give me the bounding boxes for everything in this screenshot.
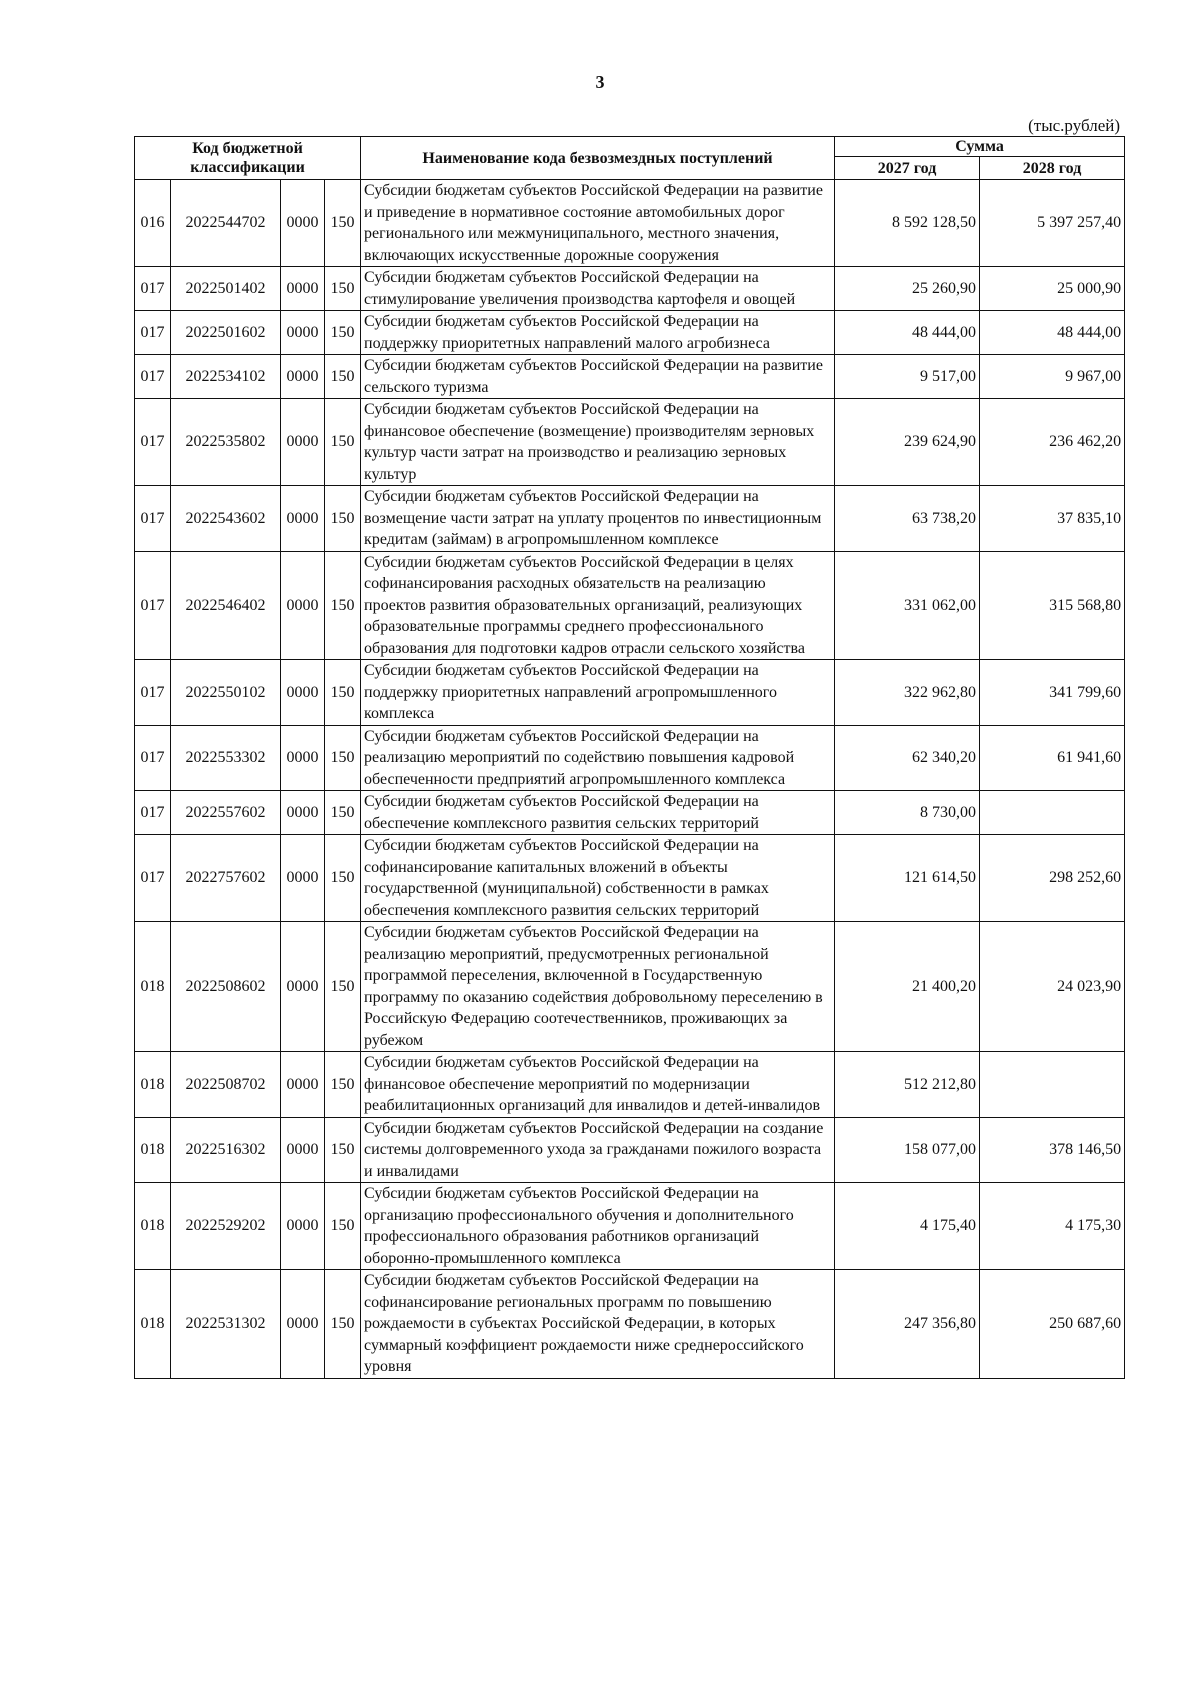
revenue-name-cell: Субсидии бюджетам субъектов Российской Федерации в целях софинансирования расходных обязательств на реализацию проектов развития образовательных организаций, реализующих образовательные программы среднего профессионального образования для подготовки кадров отрасли сельского хозяйства (361, 551, 835, 660)
amount-2028-cell: 298 252,60 (980, 835, 1125, 922)
units-label: (тыс.рублей) (1028, 116, 1120, 135)
table-row (135, 311, 1125, 355)
table-row (135, 1052, 1125, 1118)
ministry-code-cell: 018 (135, 1270, 171, 1379)
kosgu-code-cell: 150 (325, 791, 361, 835)
amount-2027-cell: 62 340,20 (835, 725, 980, 791)
revenue-name-cell: Субсидии бюджетам субъектов Российской Федерации на поддержку приоритетных направлений агропромышленного комплекса (361, 660, 835, 726)
classification-code-cell: 2022501602 (171, 311, 281, 355)
program-code-cell: 0000 (281, 267, 325, 311)
revenue-name-cell: Субсидии бюджетам субъектов Российской Федерации на создание системы долговременного ухода за гражданами пожилого возраста и инвалидами (361, 1117, 835, 1183)
kosgu-code-cell: 150 (325, 835, 361, 922)
revenue-name-cell: Субсидии бюджетам субъектов Российской Федерации на возмещение части затрат на уплату процентов по инвестиционным кредитам (займам) в агропромышленном комплексе (361, 486, 835, 552)
kosgu-code-cell: 150 (325, 1052, 361, 1118)
budget-table (134, 136, 1125, 1379)
revenue-name-cell: Субсидии бюджетам субъектов Российской Федерации на обеспечение комплексного развития сельских территорий (361, 791, 835, 835)
amount-2028-cell: 341 799,60 (980, 660, 1125, 726)
program-code-cell: 0000 (281, 1117, 325, 1183)
table-row (135, 399, 1125, 486)
kosgu-code-cell: 150 (325, 551, 361, 660)
table-row (135, 1270, 1125, 1379)
classification-code-cell: 2022557602 (171, 791, 281, 835)
program-code-cell: 0000 (281, 551, 325, 660)
kosgu-code-cell: 150 (325, 922, 361, 1052)
program-code-cell: 0000 (281, 725, 325, 791)
ministry-code-cell: 017 (135, 835, 171, 922)
table-row (135, 835, 1125, 922)
table-row (135, 660, 1125, 726)
kosgu-code-cell: 150 (325, 355, 361, 399)
classification-code-cell: 2022534102 (171, 355, 281, 399)
sum-column-header: Сумма (835, 137, 1125, 157)
kosgu-code-cell: 150 (325, 180, 361, 267)
table-row (135, 180, 1125, 267)
amount-2027-cell: 247 356,80 (835, 1270, 980, 1379)
amount-2027-cell: 239 624,90 (835, 399, 980, 486)
amount-2028-cell: 378 146,50 (980, 1117, 1125, 1183)
name-column-header: Наименование кода безвозмездных поступлений (361, 137, 835, 180)
classification-code-cell: 2022529202 (171, 1183, 281, 1270)
amount-2027-cell: 322 962,80 (835, 660, 980, 726)
amount-2027-cell: 121 614,50 (835, 835, 980, 922)
program-code-cell: 0000 (281, 791, 325, 835)
amount-2028-cell: 315 568,80 (980, 551, 1125, 660)
ministry-code-cell: 017 (135, 551, 171, 660)
amount-2027-cell: 9 517,00 (835, 355, 980, 399)
program-code-cell: 0000 (281, 1052, 325, 1118)
program-code-cell: 0000 (281, 355, 325, 399)
year-2028-header: 2028 год (980, 157, 1125, 180)
revenue-name-cell: Субсидии бюджетам субъектов Российской Федерации на реализацию мероприятий по содействию повышения кадровой обеспеченности предприятий агропромышленного комплекса (361, 725, 835, 791)
classification-code-cell: 2022501402 (171, 267, 281, 311)
ministry-code-cell: 018 (135, 1183, 171, 1270)
table-row (135, 1117, 1125, 1183)
ministry-code-cell: 017 (135, 267, 171, 311)
classification-code-cell: 2022550102 (171, 660, 281, 726)
kosgu-code-cell: 150 (325, 660, 361, 726)
ministry-code-cell: 017 (135, 725, 171, 791)
revenue-name-cell: Субсидии бюджетам субъектов Российской Федерации на финансовое обеспечение мероприятий по модернизации реабилитационных организаций для инвалидов и детей-инвалидов (361, 1052, 835, 1118)
classification-code-cell: 2022546402 (171, 551, 281, 660)
classification-code-cell: 2022508602 (171, 922, 281, 1052)
ministry-code-cell: 018 (135, 1117, 171, 1183)
table-row (135, 1183, 1125, 1270)
table-header (135, 137, 1125, 180)
program-code-cell: 0000 (281, 180, 325, 267)
revenue-name-cell: Субсидии бюджетам субъектов Российской Федерации на развитие сельского туризма (361, 355, 835, 399)
kosgu-code-cell: 150 (325, 1183, 361, 1270)
classification-code-cell: 2022553302 (171, 725, 281, 791)
amount-2028-cell: 24 023,90 (980, 922, 1125, 1052)
classification-code-cell: 2022544702 (171, 180, 281, 267)
amount-2028-cell: 37 835,10 (980, 486, 1125, 552)
revenue-name-cell: Субсидии бюджетам субъектов Российской Федерации на реализацию мероприятий, предусмотренных региональной программой переселения, включенной в Государственную программу по оказанию содействия добровольному переселению в Российскую Федерацию соотечественников, проживающих за рубежом (361, 922, 835, 1052)
kosgu-code-cell: 150 (325, 399, 361, 486)
kosgu-code-cell: 150 (325, 725, 361, 791)
revenue-name-cell: Субсидии бюджетам субъектов Российской Федерации на развитие и приведение в нормативное состояние автомобильных дорог регионального или межмуниципального, местного значения, включающих искусственные дорожные сооружения (361, 180, 835, 267)
program-code-cell: 0000 (281, 660, 325, 726)
amount-2027-cell: 63 738,20 (835, 486, 980, 552)
program-code-cell: 0000 (281, 1183, 325, 1270)
code-column-header: Код бюджетной классификации (135, 137, 361, 180)
amount-2028-cell (980, 1052, 1125, 1118)
revenue-name-cell: Субсидии бюджетам субъектов Российской Федерации на организацию профессионального обучения и дополнительного профессионального образования работников организаций оборонно-промышленного комплекса (361, 1183, 835, 1270)
amount-2027-cell: 8 592 128,50 (835, 180, 980, 267)
revenue-name-cell: Субсидии бюджетам субъектов Российской Федерации на финансовое обеспечение (возмещение) производителям зерновых культур части затрат на производство и реализацию зерновых культур (361, 399, 835, 486)
amount-2027-cell: 4 175,40 (835, 1183, 980, 1270)
amount-2028-cell (980, 791, 1125, 835)
revenue-name-cell: Субсидии бюджетам субъектов Российской Федерации на софинансирование капитальных вложений в объекты государственной (муниципальной) собственности в рамках обеспечения комплексного развития сельских территорий (361, 835, 835, 922)
ministry-code-cell: 017 (135, 660, 171, 726)
program-code-cell: 0000 (281, 486, 325, 552)
ministry-code-cell: 017 (135, 791, 171, 835)
kosgu-code-cell: 150 (325, 1270, 361, 1379)
kosgu-code-cell: 150 (325, 486, 361, 552)
table-row (135, 267, 1125, 311)
program-code-cell: 0000 (281, 835, 325, 922)
amount-2027-cell: 158 077,00 (835, 1117, 980, 1183)
amount-2028-cell: 9 967,00 (980, 355, 1125, 399)
amount-2028-cell: 236 462,20 (980, 399, 1125, 486)
ministry-code-cell: 016 (135, 180, 171, 267)
revenue-name-cell: Субсидии бюджетам субъектов Российской Федерации на софинансирование региональных программ по повышению рождаемости в субъектах Российской Федерации, в которых суммарный коэффициент рождаемости ниже среднероссийского уровня (361, 1270, 835, 1379)
amount-2027-cell: 48 444,00 (835, 311, 980, 355)
amount-2027-cell: 512 212,80 (835, 1052, 980, 1118)
classification-code-cell: 2022543602 (171, 486, 281, 552)
amount-2028-cell: 48 444,00 (980, 311, 1125, 355)
program-code-cell: 0000 (281, 399, 325, 486)
ministry-code-cell: 017 (135, 311, 171, 355)
amount-2027-cell: 8 730,00 (835, 791, 980, 835)
amount-2027-cell: 21 400,20 (835, 922, 980, 1052)
table-row (135, 791, 1125, 835)
ministry-code-cell: 018 (135, 922, 171, 1052)
amount-2028-cell: 250 687,60 (980, 1270, 1125, 1379)
ministry-code-cell: 018 (135, 1052, 171, 1118)
classification-code-cell: 2022508702 (171, 1052, 281, 1118)
classification-code-cell: 2022531302 (171, 1270, 281, 1379)
amount-2027-cell: 331 062,00 (835, 551, 980, 660)
classification-code-cell: 2022516302 (171, 1117, 281, 1183)
ministry-code-cell: 017 (135, 399, 171, 486)
amount-2028-cell: 61 941,60 (980, 725, 1125, 791)
program-code-cell: 0000 (281, 311, 325, 355)
amount-2028-cell: 5 397 257,40 (980, 180, 1125, 267)
program-code-cell: 0000 (281, 1270, 325, 1379)
classification-code-cell: 2022535802 (171, 399, 281, 486)
revenue-name-cell: Субсидии бюджетам субъектов Российской Федерации на стимулирование увеличения производства картофеля и овощей (361, 267, 835, 311)
ministry-code-cell: 017 (135, 486, 171, 552)
amount-2028-cell: 25 000,90 (980, 267, 1125, 311)
program-code-cell: 0000 (281, 922, 325, 1052)
table-row (135, 486, 1125, 552)
table-row (135, 355, 1125, 399)
amount-2028-cell: 4 175,30 (980, 1183, 1125, 1270)
year-2027-header: 2027 год (835, 157, 980, 180)
table-row (135, 551, 1125, 660)
table-row (135, 725, 1125, 791)
kosgu-code-cell: 150 (325, 267, 361, 311)
amount-2027-cell: 25 260,90 (835, 267, 980, 311)
kosgu-code-cell: 150 (325, 1117, 361, 1183)
kosgu-code-cell: 150 (325, 311, 361, 355)
revenue-name-cell: Субсидии бюджетам субъектов Российской Федерации на поддержку приоритетных направлений малого агробизнеса (361, 311, 835, 355)
classification-code-cell: 2022757602 (171, 835, 281, 922)
ministry-code-cell: 017 (135, 355, 171, 399)
table-body (135, 180, 1125, 1379)
page-number: 3 (595, 72, 605, 92)
table-row (135, 922, 1125, 1052)
